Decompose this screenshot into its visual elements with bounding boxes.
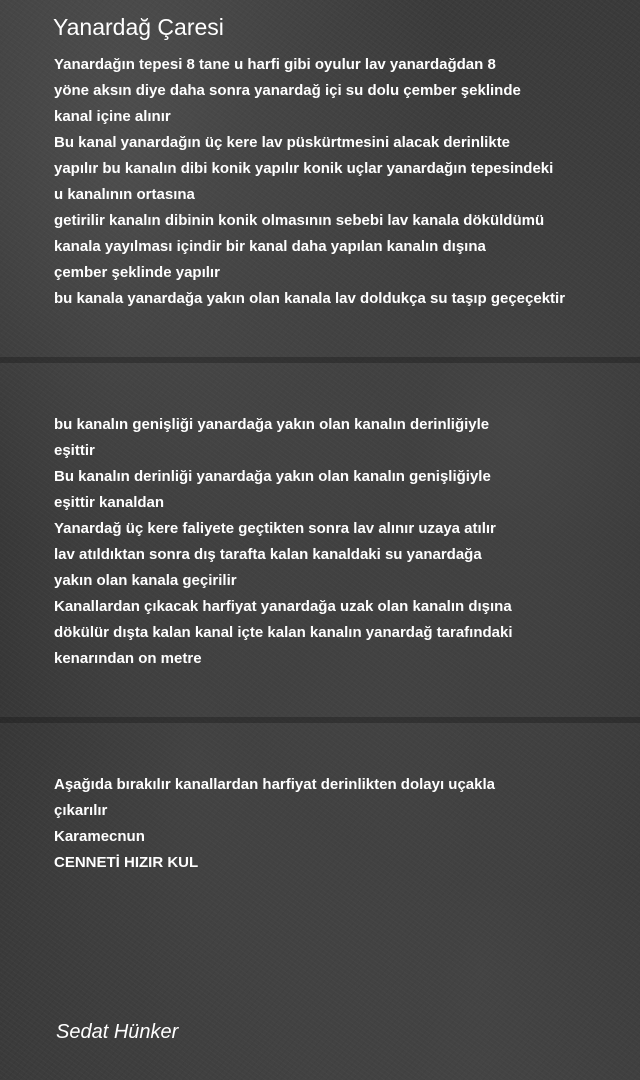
stanza-3 bbox=[54, 772, 495, 876]
poem-line: eşittir kanaldan bbox=[54, 494, 165, 511]
poem-line: Karamecnun bbox=[54, 828, 145, 845]
poem-line: eşittir bbox=[54, 442, 95, 459]
poem-line: yöne aksın diye daha sonra yanardağ içi su dolu çember şeklinde bbox=[54, 82, 521, 99]
poem-line: u kanalının ortasına bbox=[54, 186, 195, 203]
poem-line: dökülür dışta kalan kanal içte kalan kanalın yanardağ tarafındaki bbox=[54, 624, 513, 641]
poem-line: çember şeklinde yapılır bbox=[54, 264, 220, 281]
poem-line: yakın olan kanala geçirilir bbox=[54, 572, 237, 589]
poem-line: Yanardağ üç kere faliyete geçtikten sonra lav alınır uzaya atılır bbox=[54, 520, 496, 537]
poem-line: Bu kanalın derinliği yanardağa yakın olan kanalın genişliğiyle bbox=[54, 468, 491, 485]
stanza-2 bbox=[54, 412, 513, 672]
poem-line: Aşağıda bırakılır kanallardan harfiyat derinlikten dolayı uçakla bbox=[54, 776, 495, 793]
poem-line: CENNETİ HIZIR KUL bbox=[54, 854, 199, 871]
poem-line: Kanallardan çıkacak harfiyat yanardağa uzak olan kanalın dışına bbox=[54, 598, 512, 615]
poem-line: Bu kanal yanardağın üç kere lav püskürtmesini alacak derinlikte bbox=[54, 134, 511, 151]
section-divider bbox=[0, 357, 640, 363]
poem-line: çıkarılır bbox=[54, 802, 108, 819]
poem-title: Yanardağ Çaresi bbox=[53, 14, 224, 40]
poem-line: kanal içine alınır bbox=[54, 108, 171, 125]
poem-line: yapılır bu kanalın dibi konik yapılır konik uçlar yanardağın tepesindeki bbox=[54, 160, 554, 177]
stanza-1 bbox=[54, 52, 565, 312]
poem-line: lav atıldıktan sonra dış tarafta kalan kanaldaki su yanardağa bbox=[54, 546, 482, 563]
section-divider bbox=[0, 717, 640, 723]
poem-line: kenarından on metre bbox=[54, 650, 202, 667]
poem-author: Sedat Hünker bbox=[56, 1021, 179, 1043]
poem-line: Yanardağın tepesi 8 tane u harfi gibi oyulur lav yanardağdan 8 bbox=[54, 56, 496, 73]
poem-line: bu kanalın genişliği yanardağa yakın olan kanalın derinliğiyle bbox=[54, 416, 490, 433]
poem-line: getirilir kanalın dibinin konik olmasının sebebi lav kanala döküldümü bbox=[54, 212, 545, 229]
poem-line: kanala yayılması içindir bir kanal daha yapılan kanalın dışına bbox=[54, 238, 486, 255]
poem-line: bu kanala yanardağa yakın olan kanala lav doldukça su taşıp geçeçektir bbox=[54, 290, 566, 307]
